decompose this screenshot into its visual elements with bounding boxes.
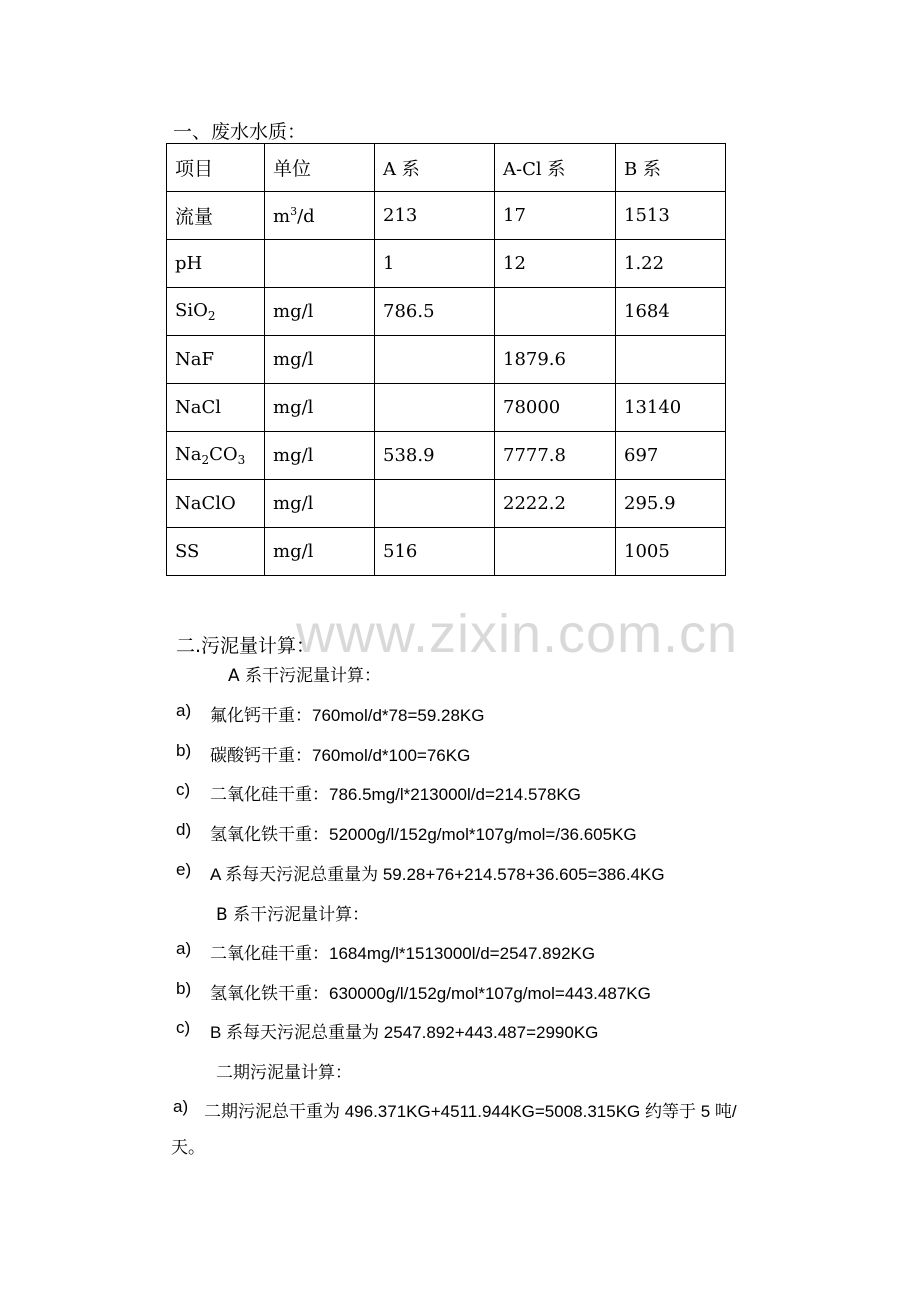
table-cell: 流量 (167, 192, 265, 240)
table-cell: 516 (375, 528, 495, 576)
table-cell: pH (167, 240, 265, 288)
table-cell: mg/l (265, 480, 375, 528)
item-letter: b) (176, 979, 192, 998)
table-cell: 78000 (495, 384, 616, 432)
table-cell: 538.9 (375, 432, 495, 480)
a-system-heading: A 系干污泥量计算： (228, 666, 382, 686)
table-row (167, 384, 726, 432)
table-cell: mg/l (265, 432, 375, 480)
table-row (167, 288, 726, 336)
watermark: www.zixin.com.cn (296, 604, 739, 664)
item-letter: a) (176, 701, 192, 720)
table-cell: NaClO (167, 480, 265, 528)
table-cell: mg/l (265, 384, 375, 432)
table-cell (616, 336, 726, 384)
table-cell: B 系 (616, 144, 726, 192)
item-letter: c) (176, 1018, 191, 1037)
table-row (167, 528, 726, 576)
table-cell: A 系 (375, 144, 495, 192)
table-cell: mg/l (265, 288, 375, 336)
table-cell: 17 (495, 192, 616, 240)
b-system-heading: B 系干污泥量计算： (216, 905, 370, 925)
table-cell: 单位 (265, 144, 375, 192)
table-cell: 1684 (616, 288, 726, 336)
table-header-row (167, 144, 726, 192)
table-cell (495, 528, 616, 576)
item-text: 二氧化硅干重：1684mg/l*1513000l/d=2547.892KG (210, 944, 596, 963)
section2-heading: 二.污泥量计算： (176, 635, 316, 657)
table-cell: SS (167, 528, 265, 576)
table-cell: NaF (167, 336, 265, 384)
table-cell: 13140 (616, 384, 726, 432)
phase2-heading: 二期污泥量计算： (216, 1063, 352, 1083)
table-cell (375, 384, 495, 432)
table-cell: 697 (616, 432, 726, 480)
table-cell: 786.5 (375, 288, 495, 336)
table-cell (495, 288, 616, 336)
table-cell: mg/l (265, 528, 375, 576)
table-cell: A-Cl 系 (495, 144, 616, 192)
table-cell: NaCl (167, 384, 265, 432)
item-letter: a) (173, 1097, 189, 1116)
item-letter: d) (176, 820, 192, 839)
table-cell: mg/l (265, 336, 375, 384)
item-letter: b) (176, 741, 192, 760)
table-cell: 项目 (167, 144, 265, 192)
table-cell: 1513 (616, 192, 726, 240)
item-text: 氢氧化铁干重：630000g/l/152g/mol*107g/mol=443.487KG (210, 984, 651, 1003)
table-cell: 1.22 (616, 240, 726, 288)
table-cell (375, 336, 495, 384)
item-letter: c) (176, 780, 191, 799)
water-quality-table (166, 143, 726, 576)
table-row (167, 336, 726, 384)
item-text: B 系每天污泥总重量为 2547.892+443.487=2990KG (210, 1023, 599, 1042)
table-cell (265, 240, 375, 288)
table-cell: $m^3/d$ (265, 192, 375, 240)
table-row (167, 480, 726, 528)
item-text: 氢氧化铁干重：52000g/l/152g/mol*107g/mol=/36.605KG (210, 825, 637, 844)
item-text: 碳酸钙干重：760mol/d*100=76KG (210, 746, 471, 765)
item-text: 二期污泥总干重为 496.371KG+4511.944KG=5008.315KG 约等于 5 吨/ (204, 1102, 737, 1121)
item-letter: a) (176, 939, 192, 958)
table-cell (375, 480, 495, 528)
table-cell: $Na_2CO_3$ (167, 432, 265, 480)
table-cell: 295.9 (616, 480, 726, 528)
table-cell: 12 (495, 240, 616, 288)
table-cell: SiO$_2$ (167, 288, 265, 336)
item-text: 氟化钙干重：760mol/d*78=59.28KG (210, 706, 485, 725)
table-cell: 213 (375, 192, 495, 240)
table-cell: 1879.6 (495, 336, 616, 384)
table-cell: 2222.2 (495, 480, 616, 528)
item-text: 二氧化硅干重：786.5mg/l*213000l/d=214.578KG (210, 785, 581, 804)
table-row (167, 240, 726, 288)
table-cell: 7777.8 (495, 432, 616, 480)
item-text: A 系每天污泥总重量为 59.28+76+214.578+36.605=386.4KG (210, 865, 665, 884)
table-row (167, 192, 726, 240)
table-row (167, 432, 726, 480)
section1-heading: 一、废水水质： (173, 121, 307, 143)
list-item-continuation: 天。 (171, 1138, 205, 1158)
table-cell: 1 (375, 240, 495, 288)
item-letter: e) (176, 860, 192, 879)
table-cell: 1005 (616, 528, 726, 576)
